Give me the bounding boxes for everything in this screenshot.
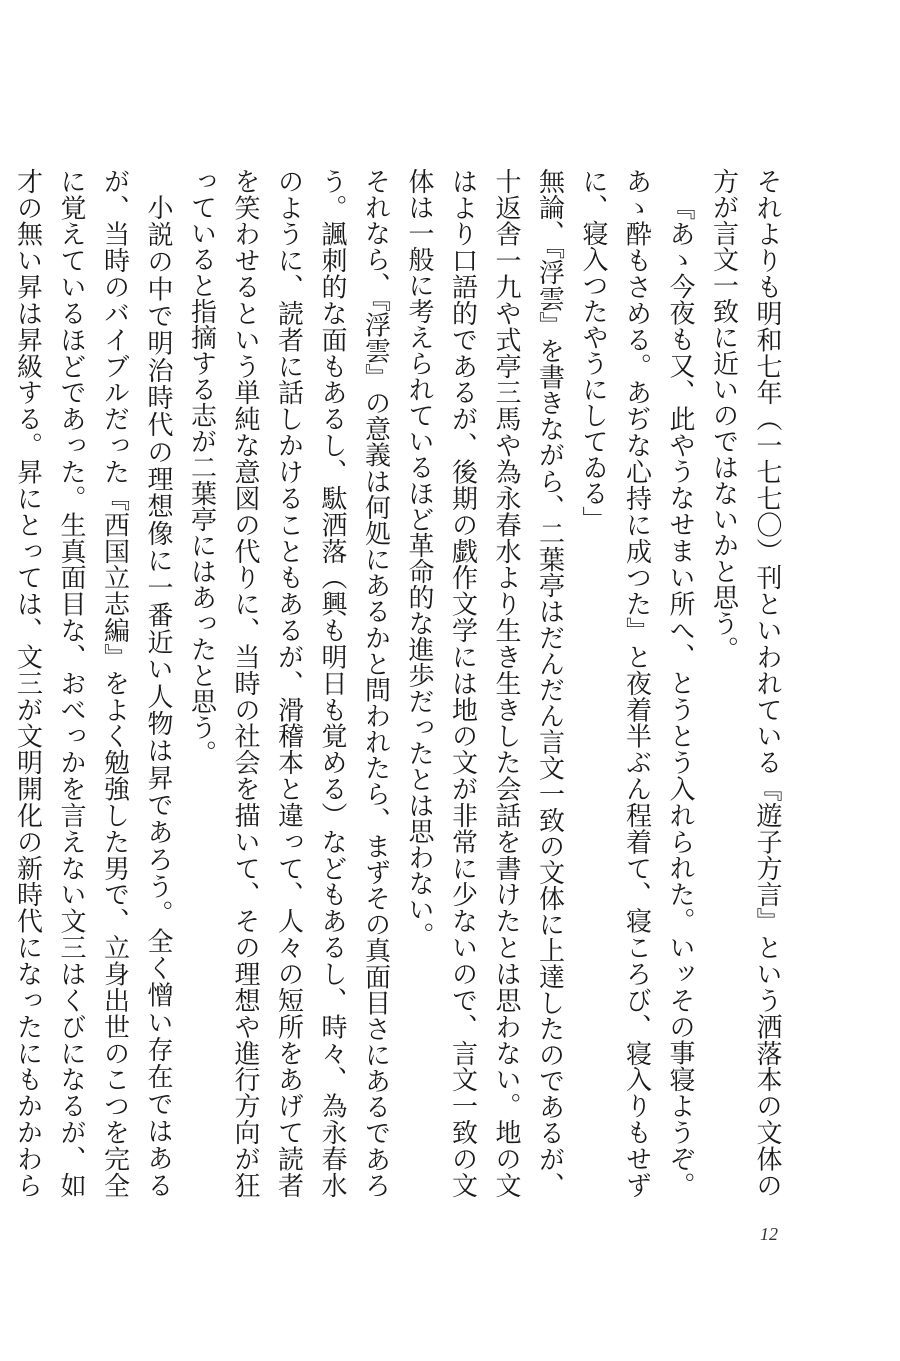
vertical-text-body xyxy=(12,168,788,1198)
paragraph-1: それよりも明和七年（一七七〇）刊といわれている『遊子方言』という洒落本の文体の方が言文一致に近いのではないかと思う。 xyxy=(708,168,782,1198)
paragraph-5: 小説の中で明治時代の理想像に一番近い人物は昇であろう。全く憎い存在ではあるが、当時のバイブルだった『西国立志編』をよく勉強した男で、立身出世のこつを完全に覚えているほどであった。生真面目な、おべっかを言えない文三はくびになるが、如才の無い昇は昇級する。昇にとっては、文三が文明開化の新時代になったにもかかわら xyxy=(12,168,173,1198)
paragraph-3: 無論、『浮雲』を書きながら、二葉亭はだんだん言文一致の文体に上達したのであるが、十返舎一九や式亭三馬や為永春水より生き生きした会話を書けたとは思わない。地の文はより口語的であるが、後期の戯作文学には地の文が非常に少ないので、言文一致の文体は一般に考えられているほど革命的な進歩だったとは思わない。 xyxy=(404,168,565,1198)
page-number: 12 xyxy=(760,1224,778,1244)
paragraph-2-quotation: 『あゝ今夜も又、此やうなせまい所へ、とうとう入れられた。いッその事寝ようぞ。あゝ酔もさめる。あぢな心持に成つた』と夜着半ぶん程着て、寝ころび、寝入りもせずに、寝入つたやうにしてゐる」 xyxy=(578,168,695,1198)
paragraph-4: それなら、『浮雲』の意義は何処にあるかと問われたら、まずその真面目さにあるであろう。諷刺的な面もあるし、駄洒落（興も明日も覚める）などもあるし、時々、為永春水のように、読者に話しかけることもあるが、滑稽本と違って、人々の短所をあげて読者を笑わせるという単純な意図の代りに、当時の社会を描いて、その理想や進行方向が狂っていると指摘する志が二葉亭にはあったと思う。 xyxy=(186,168,391,1198)
